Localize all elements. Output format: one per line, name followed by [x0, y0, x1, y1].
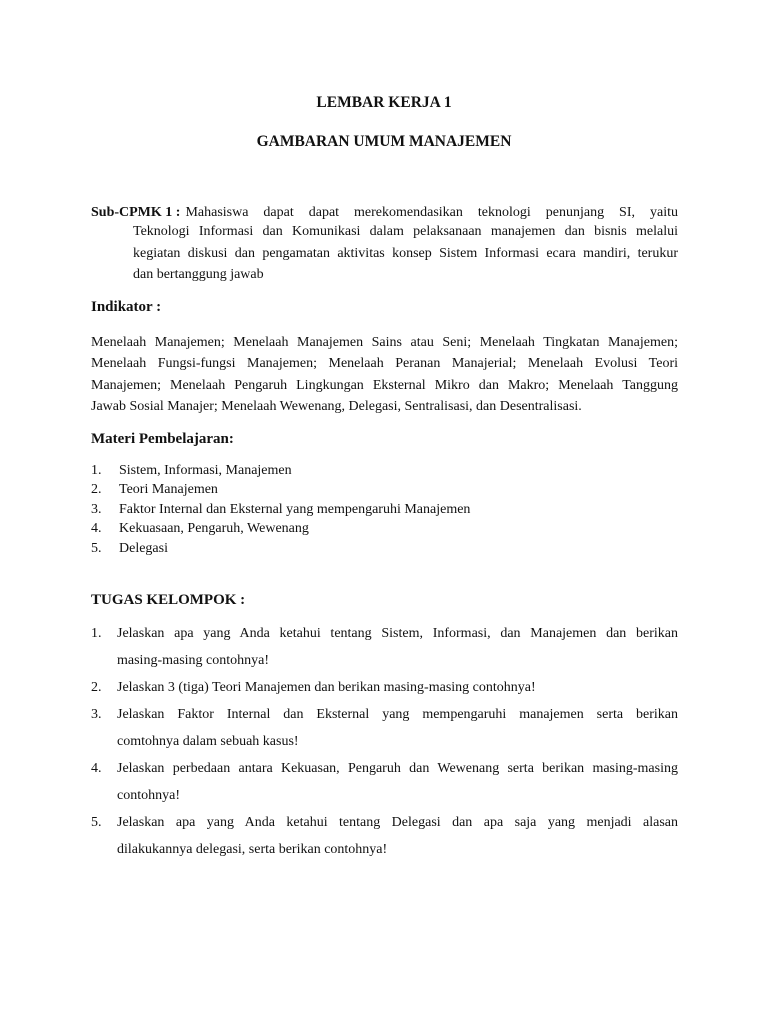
tugas-text-line: Jelaskan apa yang Anda ketahui tentang Sistem, Informasi, dan Manajemen dan berikan — [117, 626, 678, 641]
list-number: 5. — [91, 815, 102, 830]
sub-cpmk-text-line: Mahasiswa dapat dapat merekomendasikan teknologi penunjang SI, yaitu — [185, 205, 678, 220]
tugas-list-item — [91, 705, 678, 759]
materi-list-item — [91, 539, 611, 558]
tugas-text-line: masing-masing contohnya! — [117, 653, 270, 668]
list-number: 1. — [91, 626, 102, 641]
tugas-text-line: comtohnya dalam sebuah kasus! — [117, 734, 299, 749]
list-text: Faktor Internal dan Eksternal yang mempengaruhi Manajemen — [119, 501, 471, 517]
list-number: 4. — [91, 521, 102, 537]
materi-heading: Materi Pembelajaran: — [91, 431, 234, 447]
tugas-list-item — [91, 624, 678, 678]
sub-cpmk-text-line: kegiatan diskusi dan pengamatan aktivitas konsep Sistem Informasi ecara mandiri, terukur — [133, 245, 678, 261]
materi-list-item — [91, 519, 611, 538]
tugas-heading: TUGAS KELOMPOK : — [91, 592, 246, 608]
sub-cpmk-text-line: Teknologi Informasi dan Komunikasi dalam pelaksanaan manajemen dan bisnis melalui — [133, 224, 678, 240]
indikator-line: Jawab Sosial Manajer; Menelaah Wewenang, Delegasi, Sentralisasi, dan Desentralisasi. — [91, 399, 582, 415]
indikator-line: Manajemen; Menelaah Pengaruh Lingkungan Eksternal Mikro dan Makro; Menelaah Tanggung — [91, 377, 678, 393]
document-title: LEMBAR KERJA 1 — [316, 94, 452, 111]
list-number: 3. — [91, 501, 102, 517]
tugas-list-item — [91, 759, 678, 813]
list-text: Delegasi — [119, 540, 168, 556]
sub-cpmk-section — [91, 203, 678, 287]
indikator-heading: Indikator : — [91, 299, 162, 315]
tugas-list — [91, 624, 678, 867]
tugas-text-line: Jelaskan 3 (tiga) Teori Manajemen dan berikan masing-masing contohnya! — [117, 680, 536, 695]
list-number: 4. — [91, 761, 102, 776]
sub-cpmk-first-line — [91, 203, 678, 222]
tugas-text-line: Jelaskan perbedaan antara Kekuasan, Pengaruh dan Wewenang serta berikan masing-masing — [117, 761, 678, 776]
sub-cpmk-text-line: dan bertanggung jawab — [133, 267, 264, 283]
tugas-text-line: Jelaskan apa yang Anda ketahui tentang Delegasi dan apa saja yang menjadi alasan — [117, 815, 678, 830]
sub-cpmk-continuation — [133, 222, 678, 286]
sub-cpmk-label: Sub-CPMK 1 : — [91, 205, 181, 220]
document-subtitle: GAMBARAN UMUM MANAJEMEN — [256, 133, 512, 150]
list-text: Teori Manajemen — [119, 482, 218, 498]
tugas-list-item — [91, 813, 678, 867]
list-number: 5. — [91, 540, 102, 556]
list-number: 2. — [91, 482, 102, 498]
materi-list-item — [91, 461, 611, 480]
tugas-text-line: Jelaskan Faktor Internal dan Eksternal yang mempengaruhi manajemen serta berikan — [117, 707, 678, 722]
list-number: 1. — [91, 463, 102, 478]
indikator-paragraph — [91, 333, 678, 419]
tugas-text-line: dilakukannya delegasi, serta berikan contohnya! — [117, 842, 388, 857]
materi-list-item — [91, 500, 611, 519]
tugas-list-item — [91, 678, 678, 705]
materi-list-item — [91, 480, 611, 499]
tugas-text-line: contohnya! — [117, 788, 180, 803]
indikator-line: Menelaah Fungsi-fungsi Manajemen; Menelaah Peranan Manajerial; Menelaah Evolusi Teori — [91, 356, 678, 372]
list-number: 3. — [91, 707, 102, 722]
materi-list — [91, 461, 611, 558]
list-text: Kekuasaan, Pengaruh, Wewenang — [119, 521, 309, 537]
list-number: 2. — [91, 680, 102, 695]
indikator-line: Menelaah Manajemen; Menelaah Manajemen Sains atau Seni; Menelaah Tingkatan Manajemen; — [91, 335, 678, 350]
list-text: Sistem, Informasi, Manajemen — [119, 463, 292, 478]
